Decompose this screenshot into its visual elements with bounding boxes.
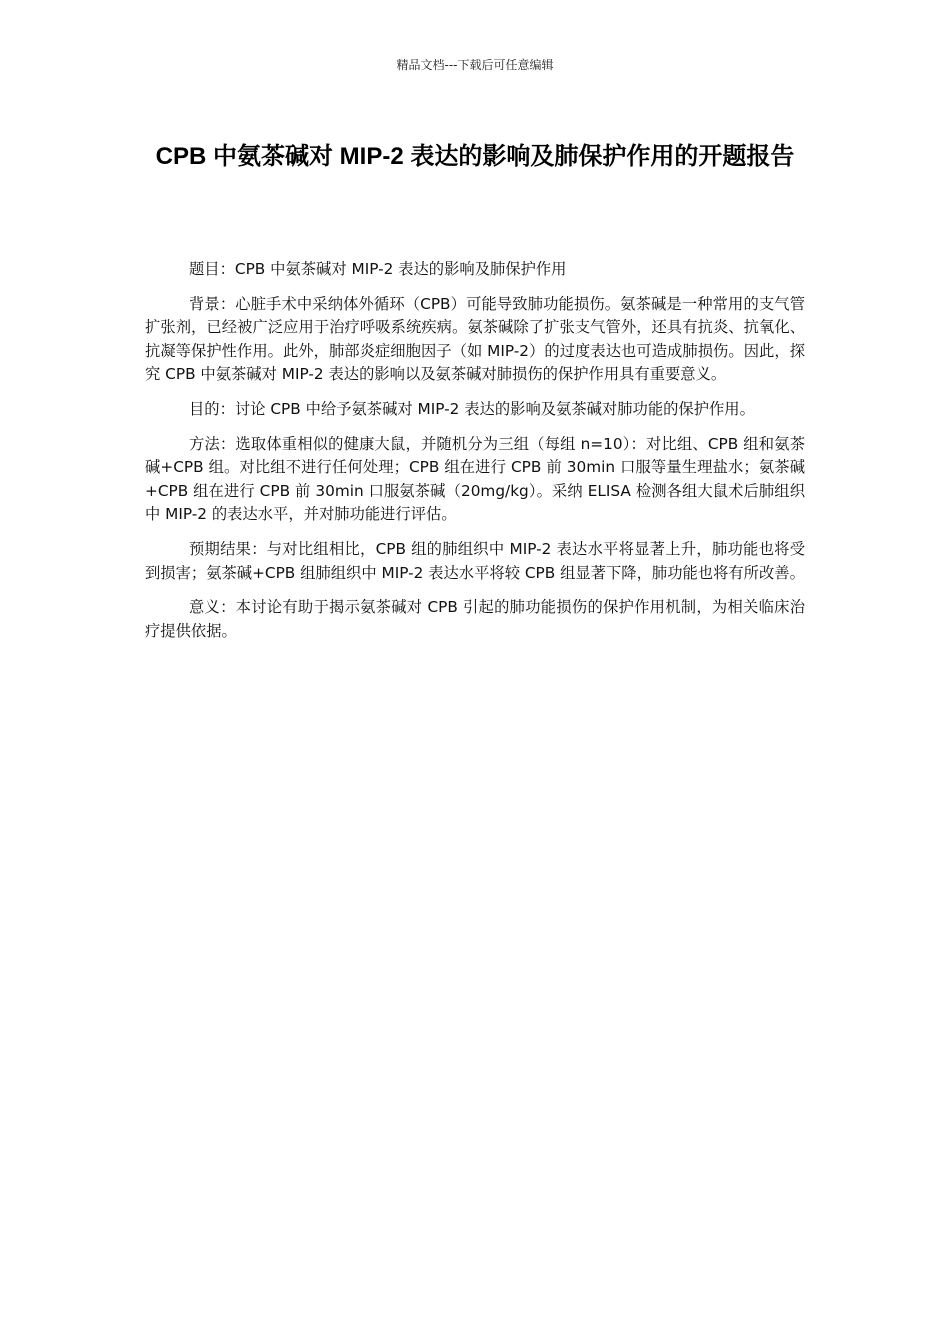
header-note: 精品文档---下载后可任意编辑	[396, 58, 554, 72]
document-body	[145, 258, 805, 654]
paragraph-background: 背景：心脏手术中采纳体外循环（CPB）可能导致肺功能损伤。氨茶碱是一种常用的支气管扩张剂，已经被广泛应用于治疗呼吸系统疾病。氨茶碱除了扩张支气管外，还具有抗炎、抗氧化、抗凝等保护性作用。此外，肺部炎症细胞因子（如 MIP-2）的过度表达也可造成肺损伤。因此，探究 CPB 中氨茶碱对 MIP-2 表达的影响以及氨茶碱对肺损伤的保护作用具有重要意义。	[145, 294, 805, 384]
paragraph-significance: 意义：本讨论有助于揭示氨茶碱对 CPB 引起的肺功能损伤的保护作用机制，为相关临床治疗提供依据。	[145, 598, 805, 640]
paragraph-objective: 目的：讨论 CPB 中给予氨茶碱对 MIP-2 表达的影响及氨茶碱对肺功能的保护作用。	[189, 399, 755, 418]
paragraph-topic: 题目：CPB 中氨茶碱对 MIP-2 表达的影响及肺保护作用	[189, 260, 567, 278]
document-title: CPB 中氨茶碱对 MIP-2 表达的影响及肺保护作用的开题报告	[155, 143, 795, 170]
paragraph-expected-results: 预期结果：与对比组相比，CPB 组的肺组织中 MIP-2 表达水平将显著上升，肺功能也将受到损害；氨茶碱+CPB 组肺组织中 MIP-2 表达水平将较 CPB 组显著下降，肺功能也将有所改善。	[145, 539, 805, 582]
paragraph-methods: 方法：选取体重相似的健康大鼠，并随机分为三组（每组 n=10）：对比组、CPB 组和氨茶碱+CPB 组。对比组不进行任何处理；CPB 组在进行 CPB 前 30min 口服等量生理盐水；氨茶碱+CPB 组在进行 CPB 前 30min 口服氨茶碱（20mg/kg）。采纳 ELISA 检测各组大鼠术后肺组织中 MIP-2 的表达水平，并对肺功能进行评估。	[145, 434, 805, 524]
